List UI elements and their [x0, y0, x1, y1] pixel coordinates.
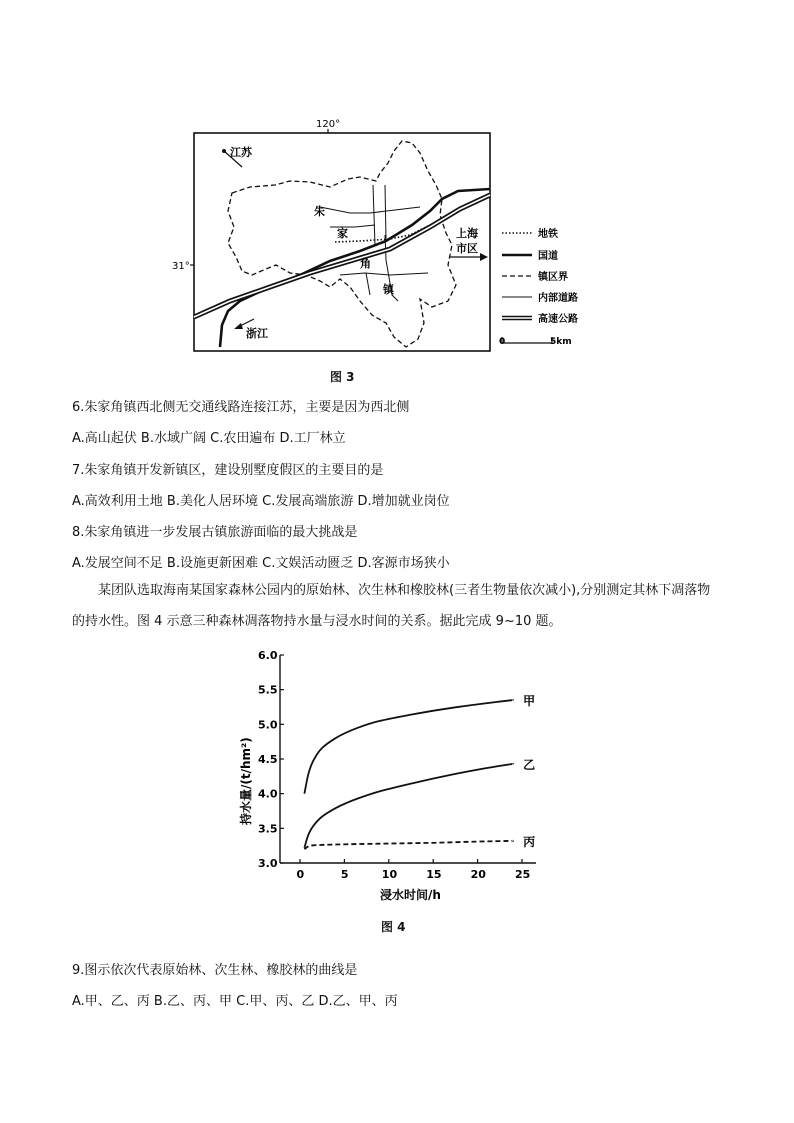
figure3-caption: 图 3 [330, 370, 355, 384]
x-tick-label: 10 [381, 868, 398, 881]
town-char-2: 家 [337, 227, 348, 240]
town-char-3: 角 [360, 257, 371, 270]
town-boundary [228, 141, 456, 347]
x-tick-label: 5 [340, 868, 349, 881]
y-tick-label: 5.0 [258, 718, 278, 732]
longitude-label: 120° [316, 119, 341, 130]
y-tick-label: 4.0 [258, 787, 278, 801]
x-axis-label: 浸水时间/h [380, 888, 441, 902]
scale-start: 0 [499, 337, 506, 347]
jiangsu-label: 江苏 [230, 146, 252, 159]
x-tick-label: 15 [426, 868, 442, 881]
x-tick-label: 20 [470, 868, 486, 881]
figure4-caption: 图 4 [381, 920, 406, 934]
y-axis-label: 持水量/(t/hm²) [239, 737, 253, 825]
town-char-4: 镇 [383, 283, 394, 296]
legend-expressway: 高速公路 [538, 314, 578, 325]
y-tick-label: 3.0 [258, 857, 278, 870]
series-line-1 [304, 700, 513, 794]
series-line-2 [304, 764, 513, 848]
series-label-2: 乙 [523, 757, 536, 772]
series-label-3: 丙 [523, 834, 536, 849]
legend-internal-road: 内部道路 [538, 293, 578, 304]
legend-metro: 地铁 [538, 229, 558, 240]
question-7-stem: 7.朱家角镇开发新镇区，建设别墅度假区的主要目的是 [72, 463, 384, 478]
question-9-options: A.甲、乙、丙 B.乙、丙、甲 C.甲、丙、乙 D.乙、甲、丙 [72, 994, 398, 1009]
y-tick-label: 6.0 [258, 649, 278, 662]
question-9-stem: 9.图示依次代表原始林、次生林、橡胶林的曲线是 [72, 963, 358, 978]
latitude-label: 31° [172, 261, 190, 272]
x-tick-label: 0 [296, 868, 305, 881]
series-line-3 [304, 841, 513, 849]
y-tick-label: 3.5 [258, 822, 278, 836]
question-6-stem: 6.朱家角镇西北侧无交通线路连接江苏，主要是因为西北侧 [72, 400, 410, 415]
figure3-map [172, 115, 600, 365]
y-tick-label: 5.5 [258, 683, 278, 697]
x-tick-label: 25 [515, 868, 531, 881]
question-8-options: A.发展空间不足 B.设施更新困难 C.文娱活动匮乏 D.客源市场狭小 [72, 556, 450, 571]
shanghai-label-2: 市区 [456, 242, 478, 255]
question-6-options: A.高山起伏 B.水域广阔 C.农田遍布 D.工厂林立 [72, 431, 346, 446]
zhejiang-label: 浙江 [246, 327, 268, 340]
figure4-chart [230, 645, 570, 915]
y-tick-label: 4.5 [258, 753, 278, 766]
scale-bar [502, 337, 552, 343]
map-legend [499, 227, 578, 347]
town-char-1: 朱 [314, 205, 325, 218]
question-8-stem: 8.朱家角镇进一步发展古镇旅游面临的最大挑战是 [72, 525, 358, 540]
passage: 某团队选取海南某国家森林公园内的原始林、次生林和橡胶林(三者生物量依次减小),分别测定其林下凋落物的持水性。图 4 示意三种森林凋落物持水量与浸水时间的关系。据此完成 9~10 题。 [72, 583, 711, 629]
map-frame [194, 133, 490, 351]
series-label-1: 甲 [523, 694, 536, 709]
question-7-options: A.高效利用土地 B.美化人居环境 C.发展高端旅游 D.增加就业岗位 [72, 494, 450, 509]
legend-town-boundary: 镇区界 [538, 272, 568, 283]
internal-roads [320, 185, 428, 301]
shanghai-label-1: 上海 [456, 227, 478, 240]
legend-national-road: 国道 [538, 251, 558, 262]
scale-end: 5km [550, 337, 572, 347]
